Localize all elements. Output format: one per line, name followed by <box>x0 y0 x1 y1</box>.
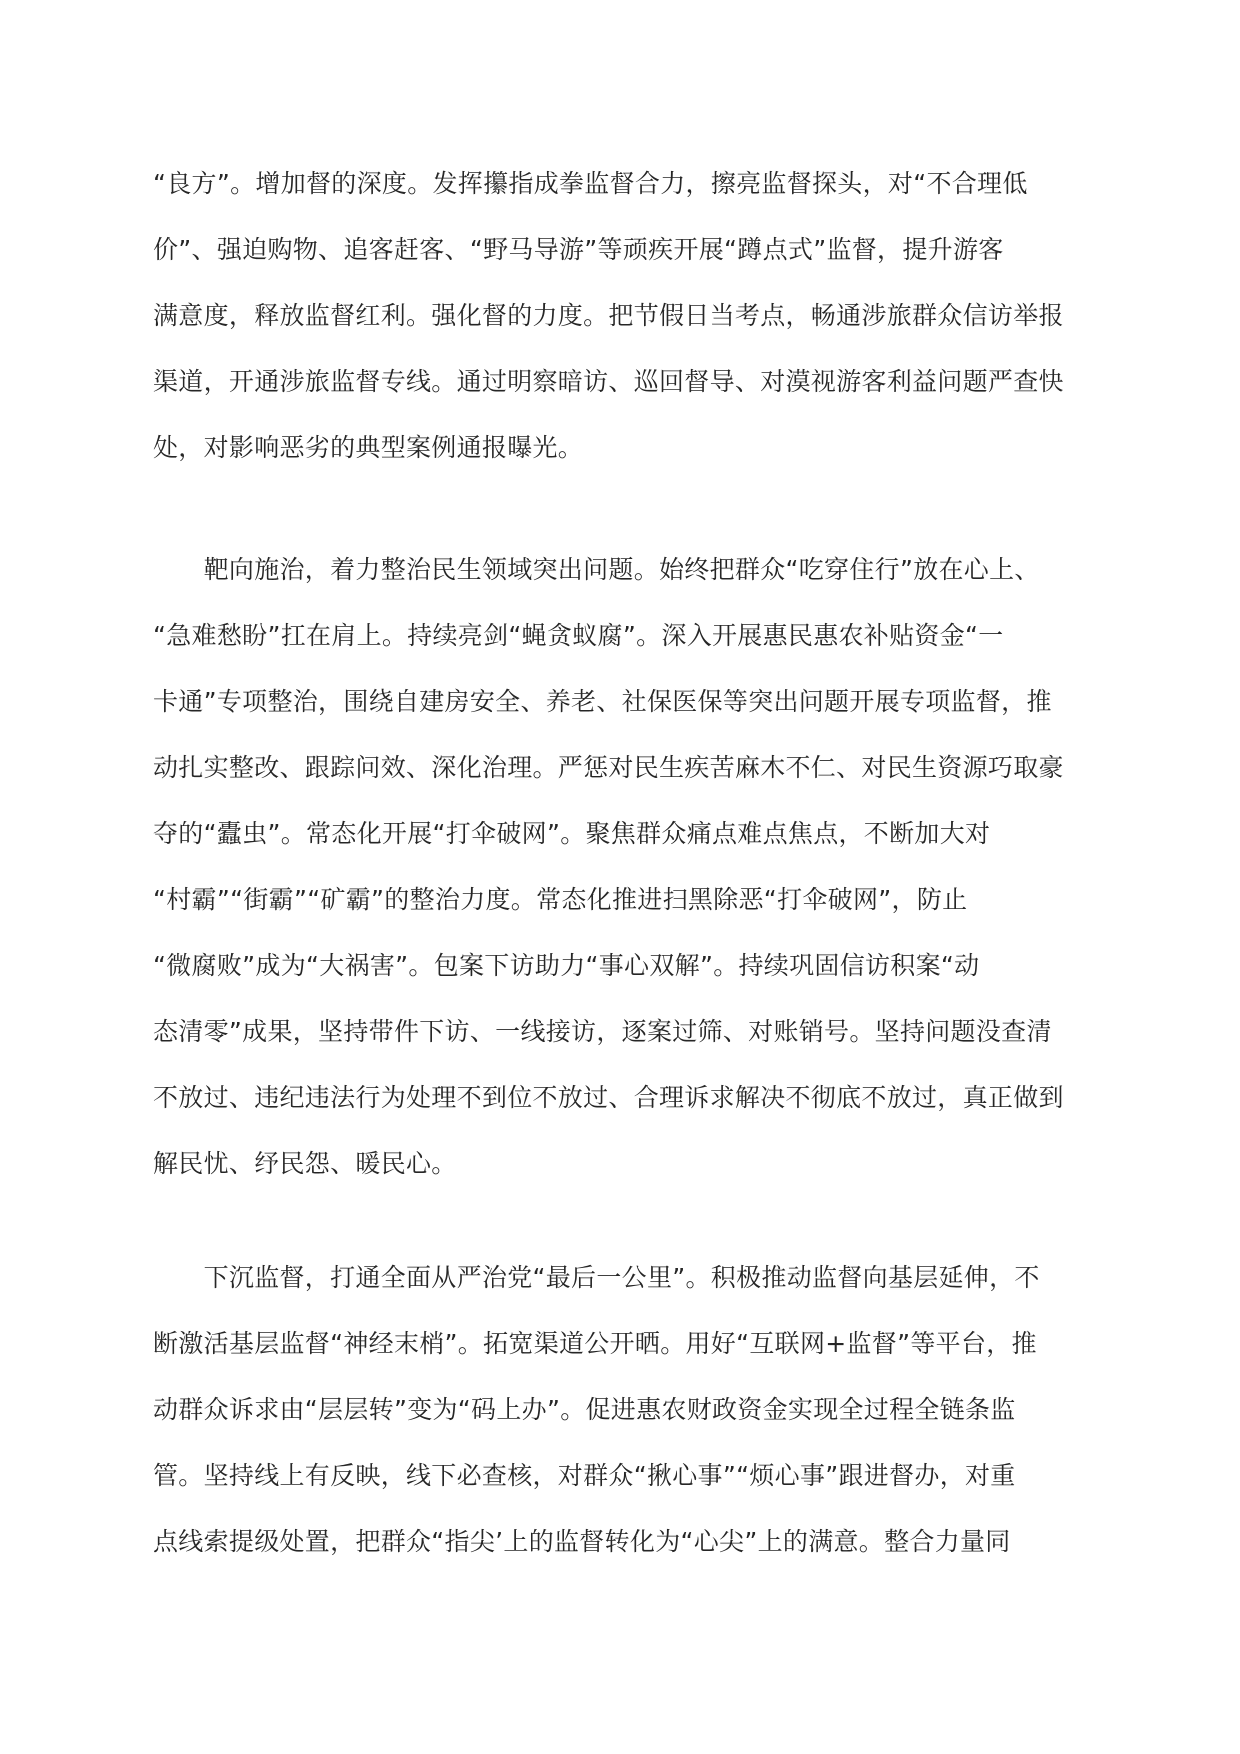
paragraph-line: 卡通”专项整治，围绕自建房安全、养老、社保医保等突出问题开展专项监督，推 <box>153 687 1052 716</box>
paragraph-line: 渠道，开通涉旅监督专线。通过明察暗访、巡回督导、对漠视游客利益问题严查快 <box>153 367 1064 396</box>
paragraph-3 <box>153 1245 1073 1575</box>
paragraph-line: “村霸”“街霸”“矿霸”的整治力度。常态化推进扫黑除恶“打伞破网”，防止 <box>153 885 968 914</box>
paragraph-line: 动扎实整改、跟踪问效、深化治理。严惩对民生疾苦麻木不仁、对民生资源巧取豪 <box>153 753 1064 782</box>
paragraph-line: 处，对影响恶劣的典型案例通报曝光。 <box>153 433 584 462</box>
paragraph-line: 价”、强迫购物、追客赶客、“野马导游”等顽疾开展“蹲点式”监督，提升游客 <box>153 235 1004 264</box>
paragraph-line: 管。坚持线上有反映，线下必查核，对群众“揪心事”“烦心事”跟进督办，对重 <box>153 1461 1016 1490</box>
paragraph-line: 不放过、违纪违法行为处理不到位不放过、合理诉求解决不彻底不放过，真正做到 <box>153 1083 1064 1112</box>
paragraph-line: “急难愁盼”扛在肩上。持续亮剑“蝇贪蚁腐”。深入开展惠民惠农补贴资金“一 <box>153 621 1004 650</box>
paragraph-1 <box>153 151 1073 481</box>
paragraph-line: 解民忧、纾民怨、暖民心。 <box>153 1149 457 1178</box>
paragraph-line: 动群众诉求由“层层转”变为“码上办”。促进惠农财政资金实现全过程全链条监 <box>153 1395 1016 1424</box>
paragraph-line: 靶向施治，着力整治民生领域突出问题。始终把群众“吃穿住行”放在心上、 <box>153 555 1040 584</box>
paragraph-line: 满意度，释放监督红利。强化督的力度。把节假日当考点，畅通涉旅群众信访举报 <box>153 301 1064 330</box>
paragraph-line: 下沉监督，打通全面从严治党“最后一公里”。积极推动监督向基层延伸，不 <box>153 1263 1040 1292</box>
paragraph-line: “良方”。增加督的深度。发挥攥指成拳监督合力，擦亮监督探头，对“不合理低 <box>153 169 1028 198</box>
paragraph-line: 夺的“蠹虫”。常态化开展“打伞破网”。聚焦群众痛点难点焦点，不断加大对 <box>153 819 991 848</box>
paragraph-line: 断激活基层监督“神经末梢”。拓宽渠道公开晒。用好“互联网+监督”等平台，推 <box>153 1329 1037 1358</box>
paragraph-line: 点线索提级处置，把群众“指尖’上的监督转化为“心尖”上的满意。整合力量同 <box>153 1527 1011 1556</box>
paragraph-2 <box>153 537 1073 1197</box>
paragraph-line: “微腐败”成为“大祸害”。包案下访助力“事心双解”。持续巩固信访积案“动 <box>153 951 980 980</box>
paragraph-line: 态清零”成果，坚持带件下访、一线接访，逐案过筛、对账销号。坚持问题没查清 <box>153 1017 1052 1046</box>
